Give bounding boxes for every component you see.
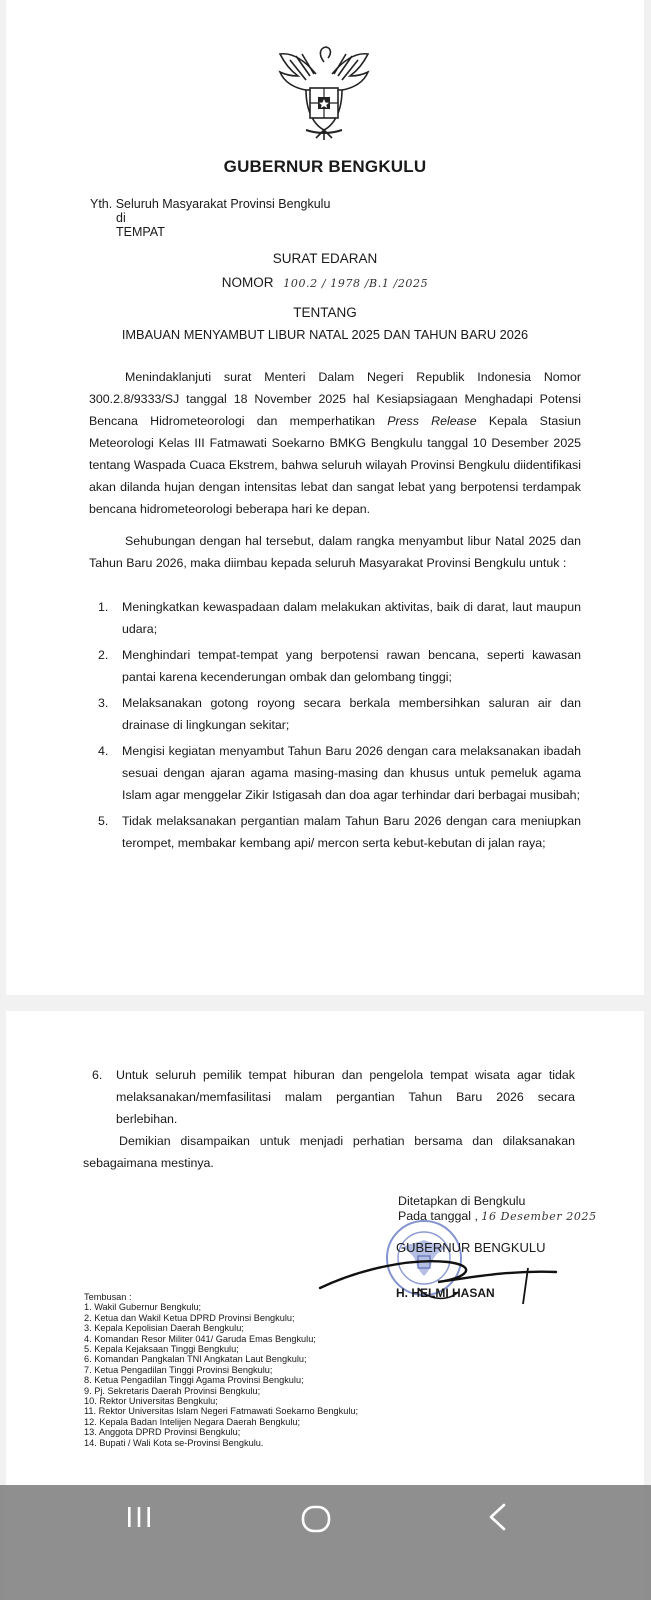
cc-item: 3. Kepala Kepolisian Daerah Bengkulu;	[84, 1323, 244, 1334]
list-item	[89, 810, 581, 854]
paragraph-text: Demikian disampaikan untuk menjadi perhatian bersama dan dilaksanakan sebagaimana mestinya.	[83, 1134, 575, 1170]
list-item	[89, 692, 581, 736]
cc-item: 9. Pj. Sekretaris Daerah Provinsi Bengkulu;	[84, 1385, 261, 1396]
item-number: 4.	[98, 744, 109, 758]
signature-title: GUBERNUR BENGKULU	[396, 1240, 546, 1255]
cc-item: 2. Ketua dan Wakil Ketua DPRD Provinsi Bengkulu;	[84, 1312, 295, 1323]
instruction-list-continued	[83, 1064, 575, 1134]
page-heading: GUBERNUR BENGKULU	[223, 157, 427, 176]
number-value: 100.2 / 1978 /B.1 /2025	[283, 277, 429, 290]
cc-item: 6. Komandan Pangkalan TNI Angkatan Laut Bengkulu;	[84, 1354, 307, 1365]
doc-number	[6, 275, 644, 290]
item-text: Tidak melaksanakan pergantian malam Tahun Baru 2026 dengan cara meniupkan terompet, membakar kembang api/ mercon serta kebut-kebutan di jalan raya;	[122, 814, 581, 850]
item-text: Melaksanakan gotong royong secara berkala membersihkan saluran air dan drainase di lingkungan sekitar;	[122, 696, 581, 732]
doc-type: SURAT EDARAN	[272, 251, 378, 266]
text-span: Kepala Stasiun Meteorologi Kelas III Fatmawati Soekarno BMKG Bengkulu tanggal 10 Desember 2025 tentang Waspada Cuaca Ekstrem, bahwa seluruh wilayah Provinsi Bengkulu diidentifikasi akan dilanda hujan dengan intensitas lebat dan sangat lebat yang berpotensi terdampak bencana hidrometeorologi beberapa hari ke depan.	[89, 414, 582, 516]
cc-item: 13. Anggota DPRD Provinsi Bengkulu;	[84, 1427, 241, 1438]
recipient-block	[90, 197, 330, 239]
date-label: Pada tanggal ,	[398, 1209, 478, 1223]
closing-paragraph	[83, 1130, 575, 1174]
cc-item: 7. Ketua Pengadilan Tinggi Provinsi Bengkulu;	[84, 1364, 273, 1375]
home-icon[interactable]	[299, 1502, 333, 1536]
cc-item: 14. Bupati / Wali Kota se-Provinsi Bengkulu.	[84, 1437, 264, 1448]
signature-place: Ditetapkan di Bengkulu	[398, 1194, 526, 1208]
list-item	[83, 1064, 575, 1130]
cc-item: 8. Ketua Pengadilan Tinggi Agama Provinsi Bengkulu;	[84, 1375, 304, 1386]
item-text: Meningkatkan kewaspadaan dalam melakukan aktivitas, baik di darat, laut maupun udara;	[122, 600, 581, 636]
paragraph-2	[89, 530, 581, 574]
recipient-line: TEMPAT	[116, 225, 165, 239]
list-item	[89, 740, 581, 806]
list-item	[89, 644, 581, 688]
date-value: 16 Desember 2025	[481, 1210, 597, 1223]
cc-title: Tembusan :	[84, 1292, 132, 1302]
number-label: NOMOR	[221, 275, 274, 290]
recipient-line: Yth. Seluruh Masyarakat Provinsi Bengkulu	[90, 197, 331, 211]
signatory-name: H. HELMI HASAN	[396, 1286, 495, 1300]
paragraph-1	[89, 366, 581, 520]
item-text: Untuk seluruh pemilik tempat hiburan dan pengelola tempat wisata agar tidak melaksanakan/memfasilitasi malam pergantian Tahun Baru 2026 secara berlebihan.	[116, 1068, 575, 1126]
cc-item: 12. Kepala Badan Intelijen Negara Daerah Bengkulu;	[84, 1416, 301, 1427]
item-text: Mengisi kegiatan menyambut Tahun Baru 2026 dengan cara melaksanakan ibadah sesuai dengan ajaran agama masing-masing dan khusus untuk pemeluk agama Islam agar menggelar Zikir Istigasah dan doa agar terhindar dari berbagai musibah;	[122, 744, 581, 802]
text-span: Menindaklanjuti surat Menteri Dalam Negeri Republik Indonesia Nomor 300.2.8/9333/SJ tanggal 18 November 2025 hal Kesiapsiagaan Menghadapi Potensi Bencana Hidrometeorologi dan memperhatikan	[89, 370, 581, 428]
text-italic: Press Release	[387, 414, 477, 428]
item-text: Menghindari tempat-tempat yang berpotensi rawan bencana, seperti kawasan pantai karena kecenderungan ombak dan gelombang tinggi;	[122, 648, 581, 684]
doc-subject: IMBAUAN MENYAMBUT LIBUR NATAL 2025 DAN TAHUN BARU 2026	[121, 327, 529, 342]
item-number: 6.	[92, 1068, 103, 1082]
paragraph-text: Sehubungan dengan hal tersebut, dalam rangka menyambut libur Natal 2025 dan Tahun Baru 2026, maka diimbau kepada seluruh Masyarakat Provinsi Bengkulu untuk :	[89, 534, 581, 570]
cc-item: 4. Komandan Resor Militer 041/ Garuda Emas Bengkulu;	[84, 1333, 316, 1344]
recipient-line: di	[116, 211, 126, 225]
carbon-copy-list	[84, 1292, 358, 1448]
instruction-list	[89, 596, 581, 858]
cc-item: 10. Rektor Universitas Bengkulu;	[84, 1396, 218, 1407]
item-number: 2.	[98, 648, 109, 662]
back-icon[interactable]	[484, 1502, 510, 1532]
about-label: TENTANG	[293, 305, 357, 320]
garuda-emblem-icon	[276, 44, 372, 142]
item-number: 1.	[98, 600, 109, 614]
cc-item: 1. Wakil Gubernur Bengkulu;	[84, 1302, 202, 1313]
document-page-1	[6, 0, 644, 995]
item-number: 3.	[98, 696, 109, 710]
cc-item: 11. Rektor Universitas Islam Negeri Fatmawati Soekarno Bengkulu;	[84, 1406, 359, 1417]
cc-item: 5. Kepala Kejaksaan Tinggi Bengkulu;	[84, 1344, 239, 1355]
item-number: 5.	[98, 814, 109, 828]
recent-apps-icon[interactable]	[124, 1502, 154, 1532]
list-item	[89, 596, 581, 640]
